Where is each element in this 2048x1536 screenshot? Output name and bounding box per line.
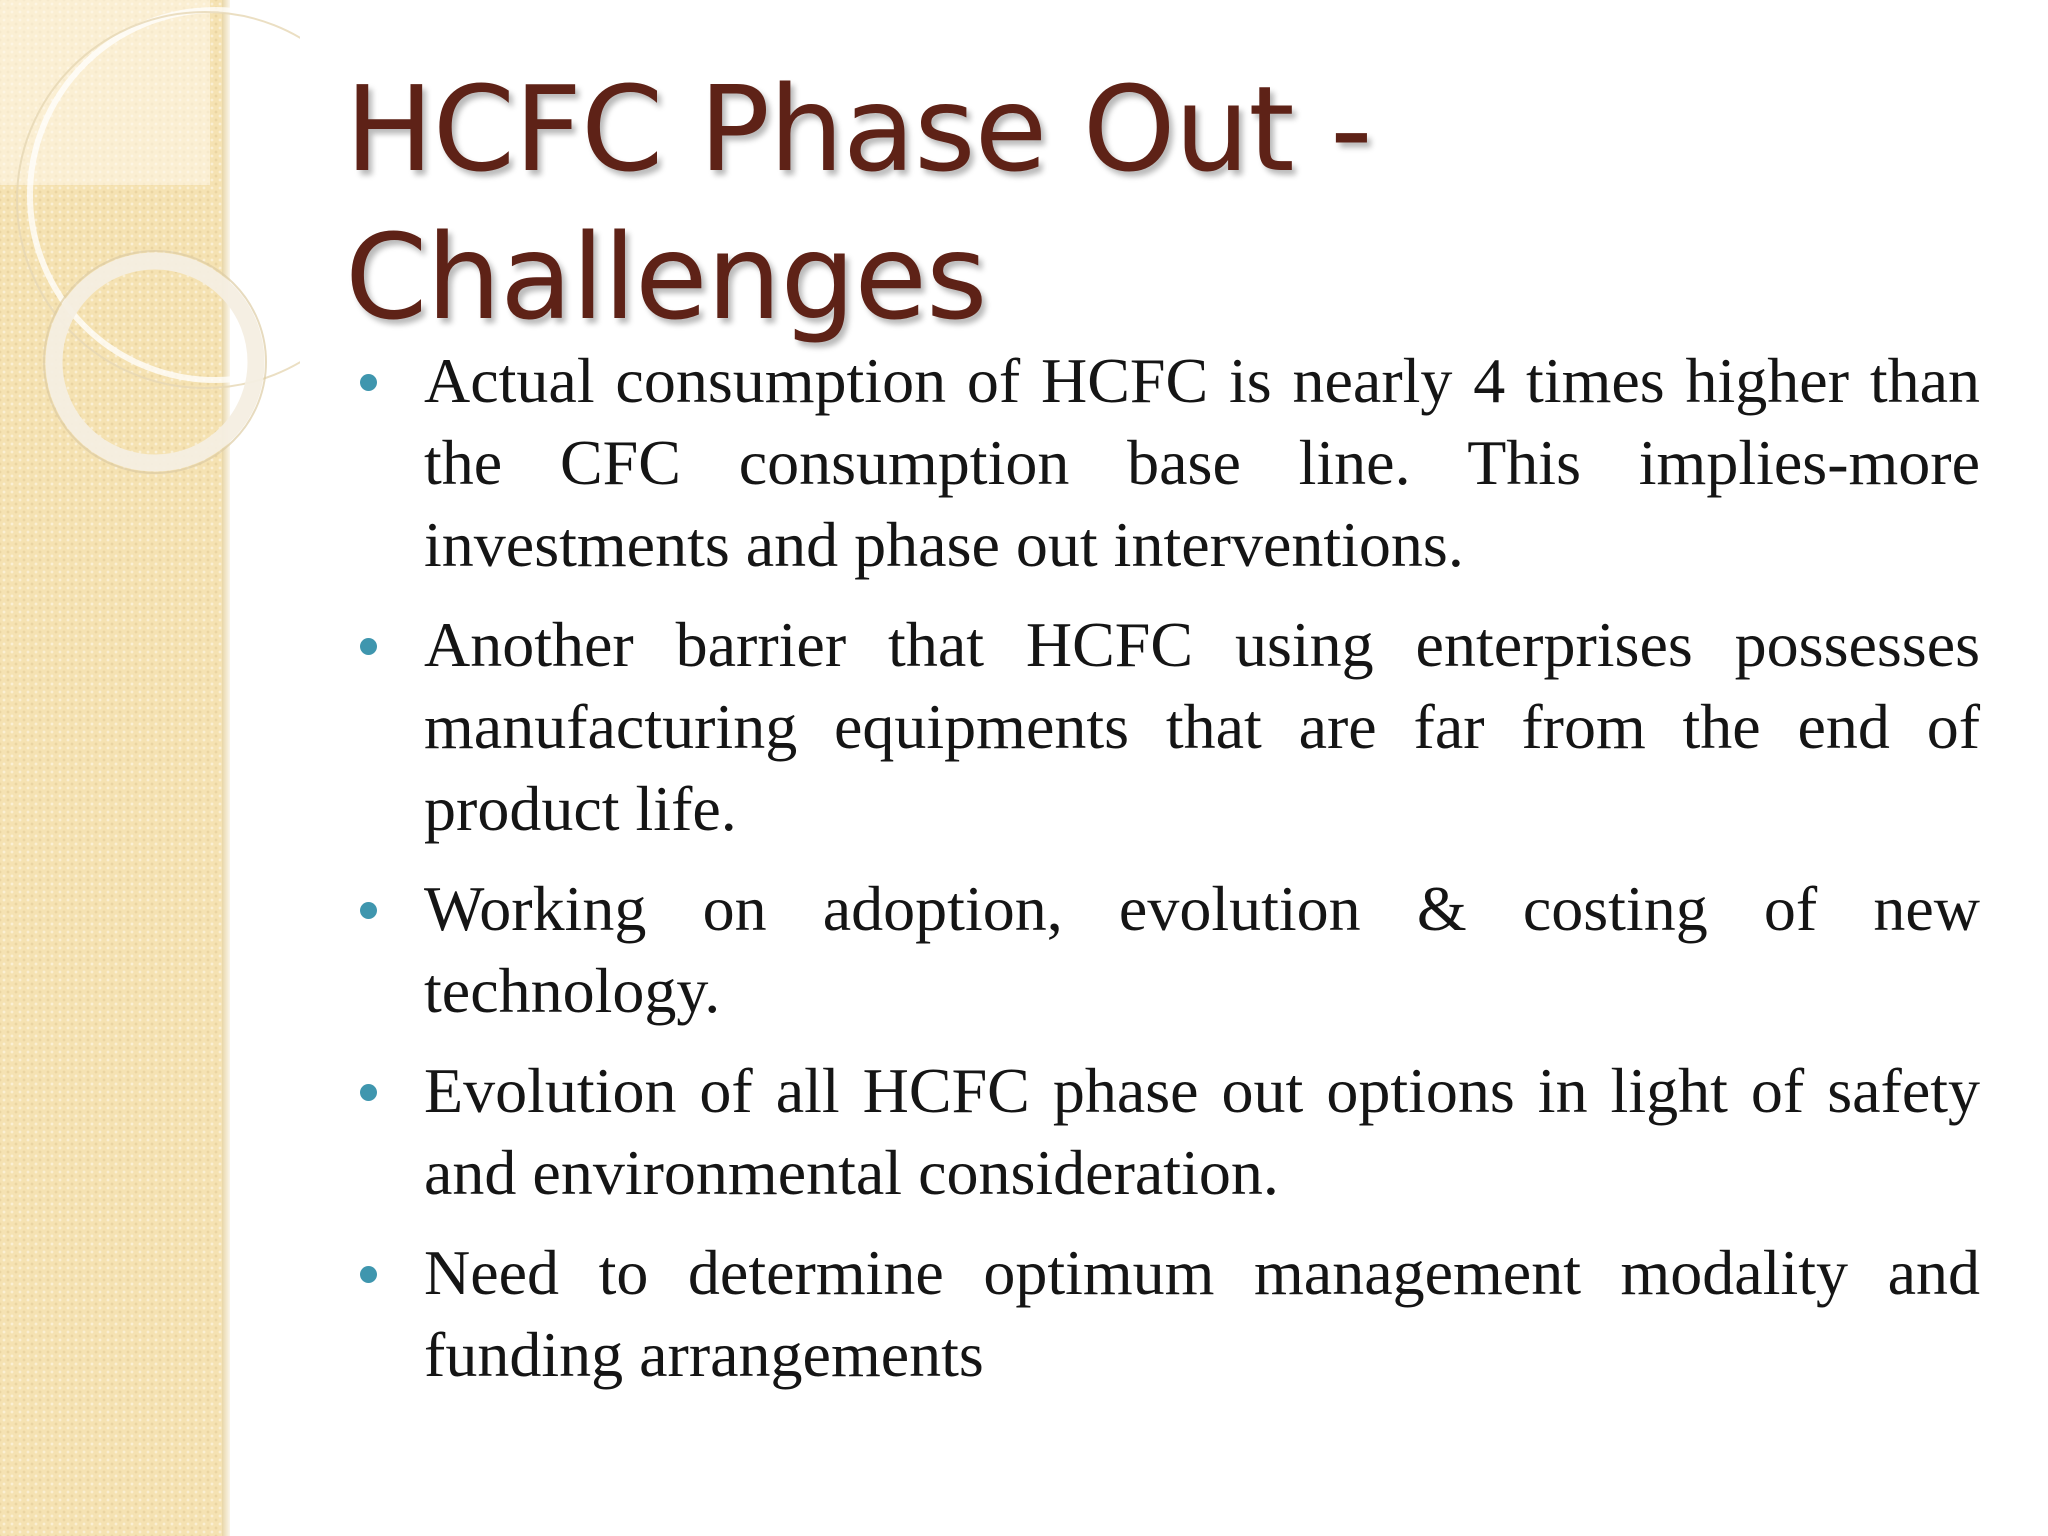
bullet-text: Actual consumption of HCFC is nearly 4 times higher than the CFC consumption base line. This implies-more investments and phase out interventions. [424,345,1980,580]
slide-title [345,55,1945,351]
bullet-dot-icon [360,902,377,919]
bullet-dot-icon [360,374,377,391]
bullet-dot-icon [360,638,377,655]
title-line-2: Challenges [345,208,987,346]
bullet-text: Evolution of all HCFC phase out options in light of safety and environmental consideration. [424,1055,1980,1208]
small-ring-outer-edge [44,251,266,473]
bullet-item [360,868,1980,1032]
bullet-text: Working on adoption, evolution & costing of new technology. [424,873,1980,1026]
bullet-item [360,1232,1980,1396]
title-line-1: HCFC Phase Out - [345,60,1372,198]
bullet-dot-icon [360,1266,377,1283]
bullet-item [360,604,1980,850]
bullet-item [360,1050,1980,1214]
bullet-dot-icon [360,1084,377,1101]
bullet-item [360,340,1980,586]
bullet-list [360,340,1980,1414]
decorative-rings [0,0,300,520]
bullet-text: Need to determine optimum management modality and funding arrangements [424,1237,1980,1390]
bullet-text: Another barrier that HCFC using enterprises possesses manufacturing equipments that are far from the end of product life. [424,609,1980,844]
small-ring [54,261,256,463]
